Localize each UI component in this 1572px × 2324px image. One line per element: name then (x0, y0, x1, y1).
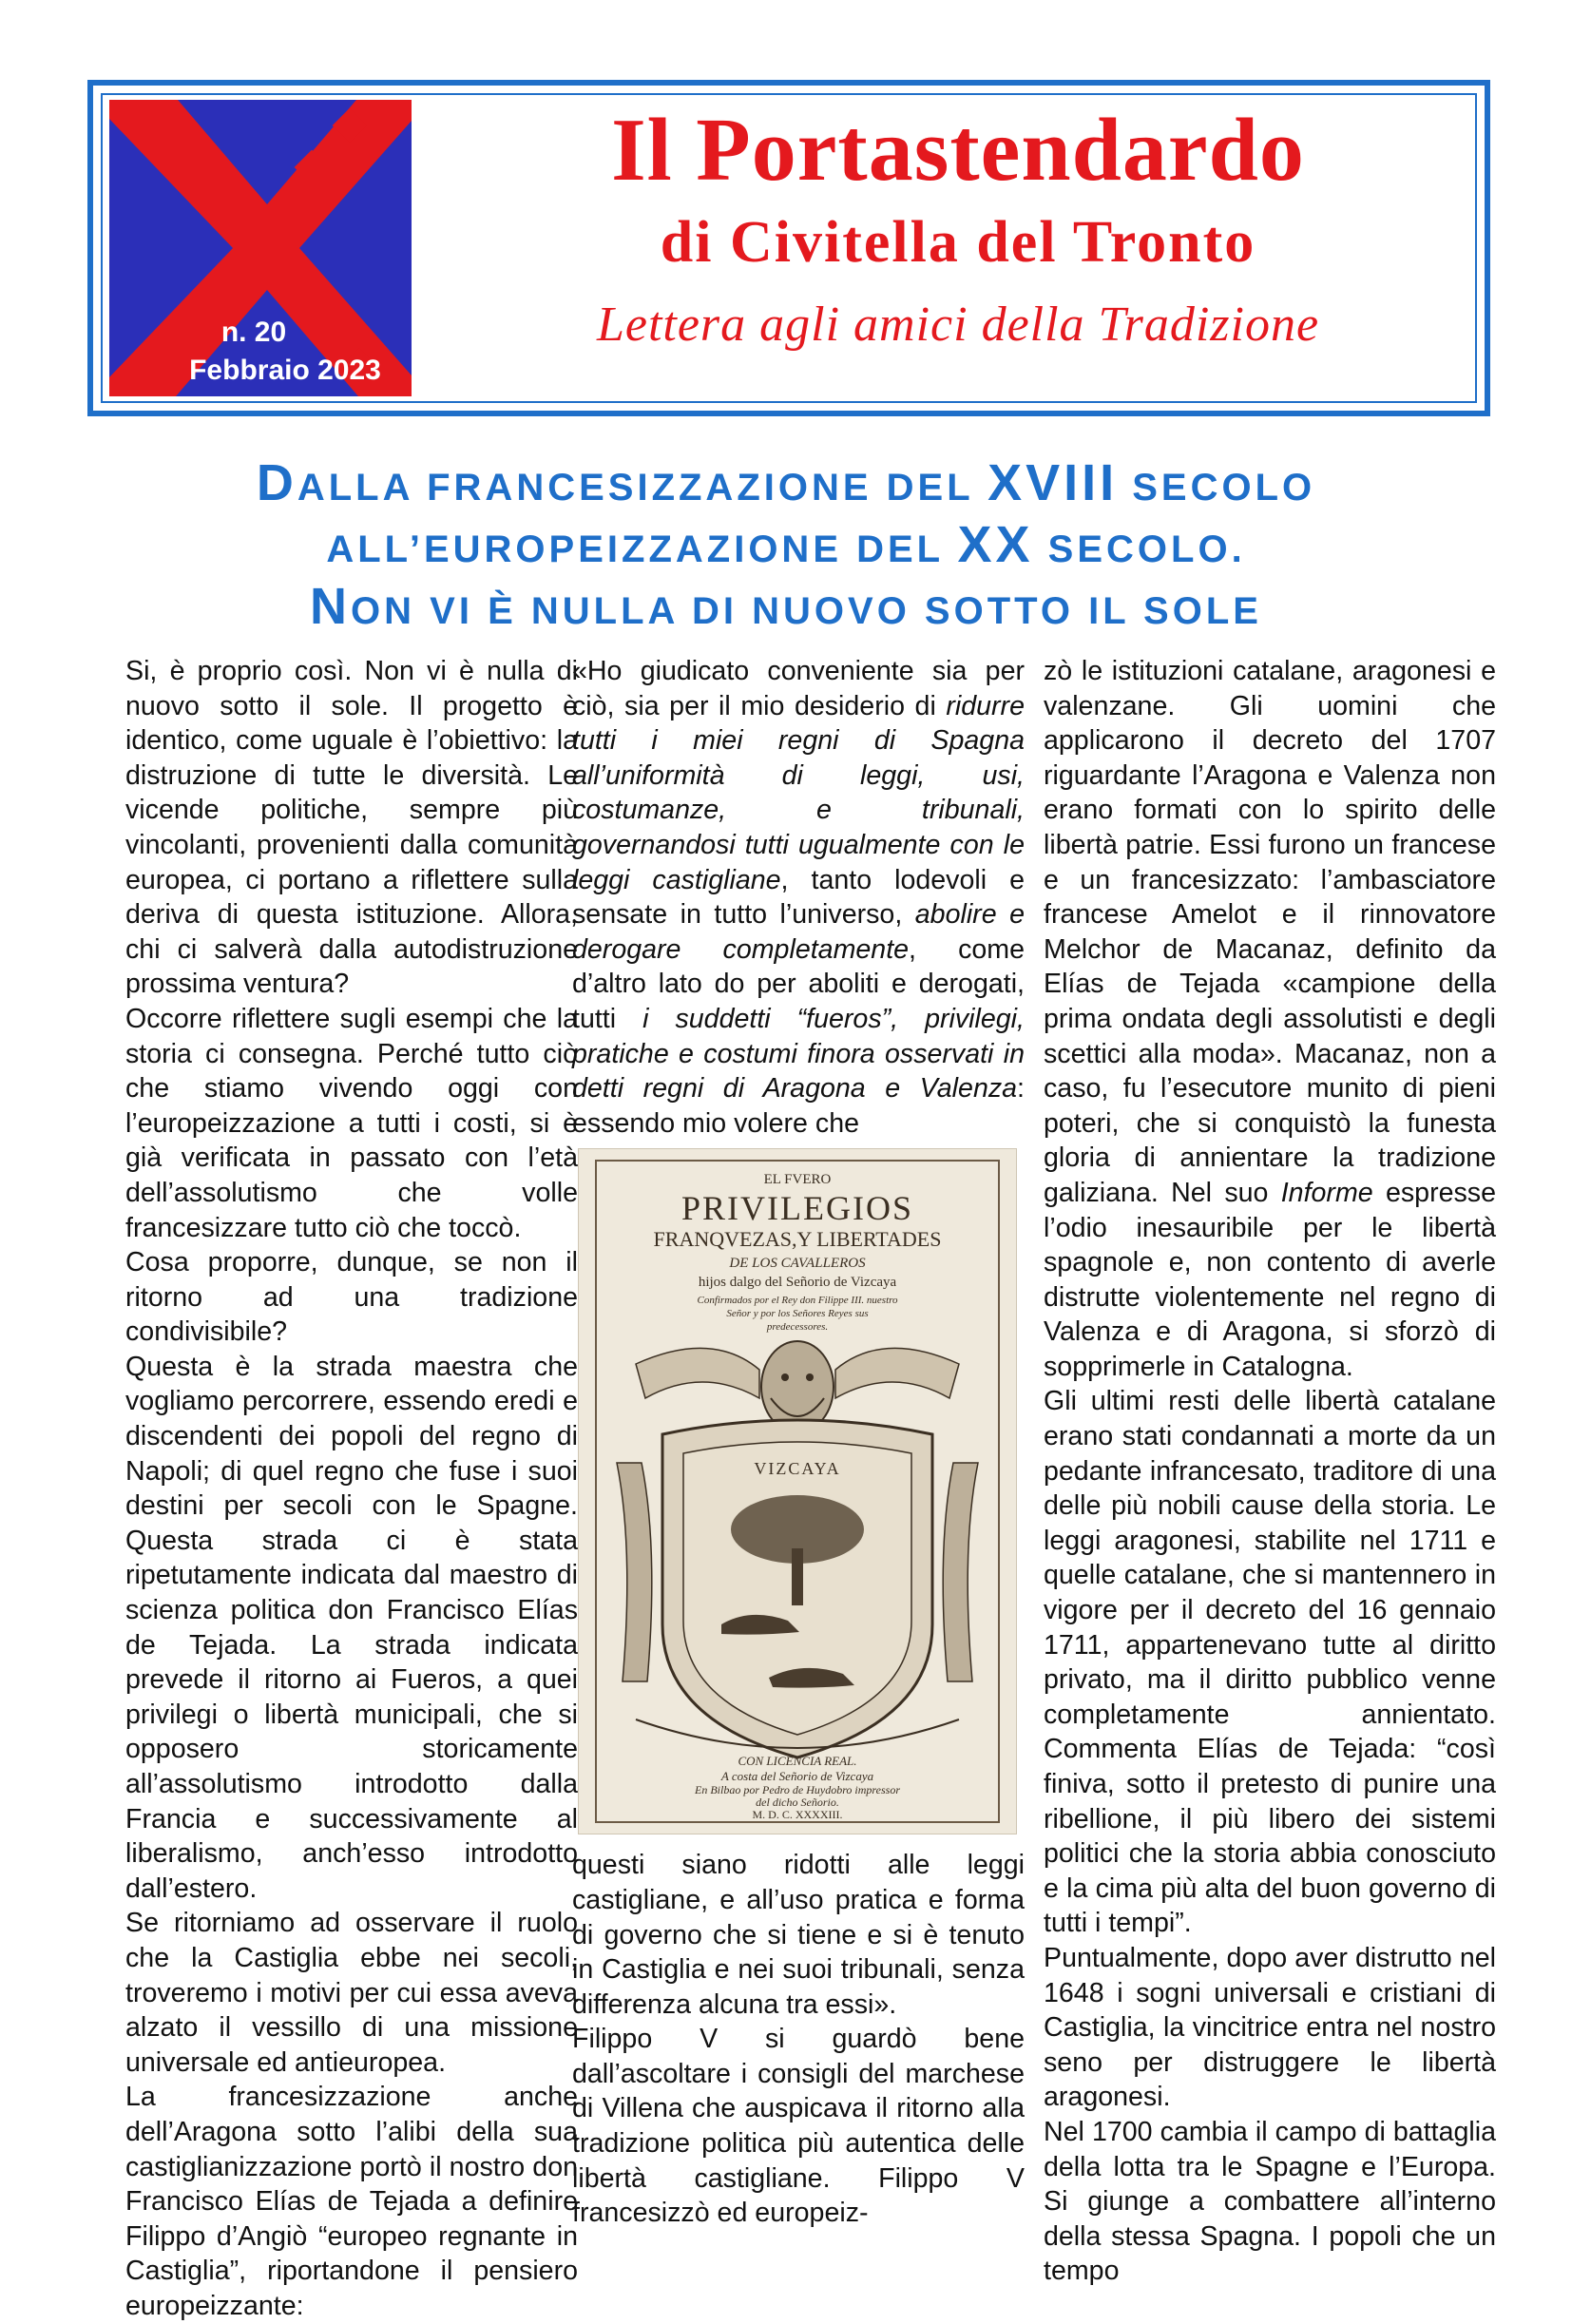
newsletter-subtitle: di Civitella del Tronto (660, 210, 1256, 275)
figure-line-2: PRIVILEGIOS (681, 1189, 913, 1228)
paragraph: Questa è la strada maestra che vogliamo percorrere, essendo eredi e discendenti dei popoli del regno di Napoli; di quel regno che fuse i suoi destini per secoli con le Spagne. Questa strada ci è stata ripetutamente indicata dal maestro di scienza politica don Francisco Elías de Tejada. La strada indicata prevede il ritorno ai Fueros, a quei privilegi o libertà municipali, che si opposero storicamente all’assolutismo introdotto dalla Francia e successivamente al liberalismo, anch’esso introdotto dall’estero. (125, 1351, 578, 1904)
figure-line-11: En Bilbao por Pedro de Huydobro impressor (695, 1783, 900, 1797)
figure-line-5: hijos dalgo del Señorio de Vizcaya (698, 1275, 897, 1291)
figure-line-9: CON LICENCIA REAL. (738, 1754, 857, 1769)
figure-line-6: Confirmados por el Rey don Filippe III. nuestro (697, 1295, 898, 1307)
paragraph: zò le istituzioni catalane, aragonesi e valenzane. Gli uomini che applicarono il decreto del 1707 riguardante l’Aragona e Valenza non erano formati con lo spirito delle libertà patrie. Essi furono un francese e un francesizzato: l’ambasciatore francese Amelot e il rinnovatore Melchor de Macanaz, definito da Elías de Tejada «campione della prima ondata degli assolutisti e degli scettici alla moda». Macanaz, non a caso, fu l’esecutore munito di pieni poteri, che si conquistò la funesta gloria di annientare la tradizione galiziana. Nel suo Informe espresse l’odio inesauribile per le libertà spagnole e, non contento di averle distrutte violentemente nel regno di Valenza e di Aragona, si sforzò di sopprimerle in Catalogna. (1044, 656, 1496, 1382)
paragraph: Filippo V si guardò bene dall’ascoltare i consigli del marchese di Villena che auspicava il ritorno alla tradizione politica più autentica delle libertà castigliane. Filippo V francesizzò ed europeiz- (572, 2024, 1025, 2229)
masthead (87, 80, 1490, 416)
paragraph: Gli ultimi resti delle libertà catalane erano stati condannati a morte da un pedante infrancesato, traditore di una delle più nobili cause della storia. Le leggi aragonesi, stabilite nel 1711 e quelle catalane, che si mantennero in vigore per il decreto del 16 gennaio 1711, appartenevano tutte al diritto privato, ma il diritto pubblico venne completamente annientato. Commenta Elías de Tejada: “così finiva, sotto il pretesto di punire una ribellione, il più libero dei sistemi politici che la storia abbia conosciuto e la cima più alta del buon governo di tutti i tempi”. (1044, 1386, 1496, 1939)
headline-line-2: ALL’EUROPEIZZAZIONE DEL XX SECOLO. (326, 516, 1246, 573)
paragraph: questi siano ridotti alle leggi castigliane, e all’uso pratica e forma di governo che si tiene e si è tenuto in Castiglia e nei suoi tribunali, senza differenza alcuna tra essi». (572, 1850, 1025, 2020)
quote-paragraph: «Ho giudicato conveniente sia per ciò, sia per il mio desiderio di ridurre tutti i miei regni di Spagna all’uniformità di leggi, usi, costumanze, e tribunali, governandosi tutti ugualmente con le leggi castigliane, tanto lodevoli e sensate in tutto l’universo, abolire e derogare completamente, come d’altro lato do per aboliti e derogati, tutti i suddetti “fueros”, privilegi, pratiche e costumi finora osservati in detti regni di Aragona e Valenza: essendo mio volere che (572, 656, 1026, 1139)
shield-label: VIZCAYA (754, 1459, 841, 1479)
headline-line-3: NON VI È NULLA DI NUOVO SOTTO IL SOLE (310, 578, 1262, 635)
paragraph: Occorre riflettere sugli esempi che la storia ci consegna. Perché tutto ciò che stiamo vivendo oggi con l’europeizzazione a tutti i costi, si è già verificata in passato con l’età dell’assolutismo che volle francesizzare tutto ciò che toccò. (125, 1003, 578, 1243)
newsletter-tagline: Lettera agli amici della Tradizione (596, 298, 1320, 352)
figure-line-10: A costa del Señorio de Vizcaya (720, 1769, 874, 1784)
burgundy-cross-icon (109, 100, 412, 396)
figure-line-3: FRANQVEZAS,Y LIBERTADES (653, 1227, 942, 1252)
newsletter-title: Il Portastendardo (611, 101, 1305, 200)
figure-line-13: M. D. C. XXXXIII. (752, 1808, 843, 1822)
paragraph: Cosa proporre, dunque, se non il ritorno ad una tradizione condivisibile? (125, 1247, 578, 1348)
article-headline (114, 454, 1458, 640)
paragraph: Nel 1700 cambia il campo di battaglia della lotta tra le Spagne e l’Europa. Si giunge a combattere all’interno della stessa Spagna. I popoli che un tempo (1044, 2116, 1496, 2287)
burgundy-cross-flag (109, 100, 412, 396)
figure-line-7: Señor y por los Señores Reyes sus (726, 1308, 869, 1320)
headline-line-1: DALLA FRANCESIZZAZIONE DEL XVIII SECOLO (256, 454, 1316, 511)
figure-line-4: DE LOS CAVALLEROS (729, 1256, 866, 1272)
paragraph: Se ritorniamo ad osservare il ruolo che la Castiglia ebbe nei secoli, troveremo i motivi per cui essa aveva alzato il vessillo di una missione universale ed antieuropea. (125, 1908, 578, 2078)
figure-line-8: predecessores. (766, 1321, 829, 1334)
article-column-2 (572, 654, 1025, 2231)
figure-line-12: del dicho Señorio. (756, 1796, 839, 1810)
article-column-3 (1044, 654, 1496, 2289)
fuero-title-page-image (578, 1148, 1017, 1834)
paragraph: Puntualmente, dopo aver distrutto nel 1648 i sogni universali e cristiani di Castiglia, la vincitrice entra nel nostro seno per distruggere le libertà aragonesi. (1044, 1942, 1496, 2113)
article-column-1 (125, 654, 578, 2324)
paragraph: La francesizzazione anche dell’Aragona sotto l’alibi della sua castiglianizzazione portò il nostro don Francisco Elías de Tejada a definire Filippo d’Angiò “europeo regnante in Castiglia”, riportandone il pensiero europeizzante: (125, 2082, 578, 2321)
paragraph: Si, è proprio così. Non vi è nulla di nuovo sotto il sole. Il progetto è identico, come uguale è l’obiettivo: la distruzione di tutte le diversità. Le vicende politiche, sempre più vincolanti, provenienti dalla comunità europea, ci portano a riflettere sulla deriva di questa istituzione. Allora, chi ci salverà dalla autodistruzione prossima ventura? (125, 656, 578, 1000)
issue-number: n. 20 (220, 317, 287, 348)
figure-line-1: EL FVERO (763, 1172, 832, 1188)
issue-date: Febbraio 2023 (189, 355, 381, 386)
